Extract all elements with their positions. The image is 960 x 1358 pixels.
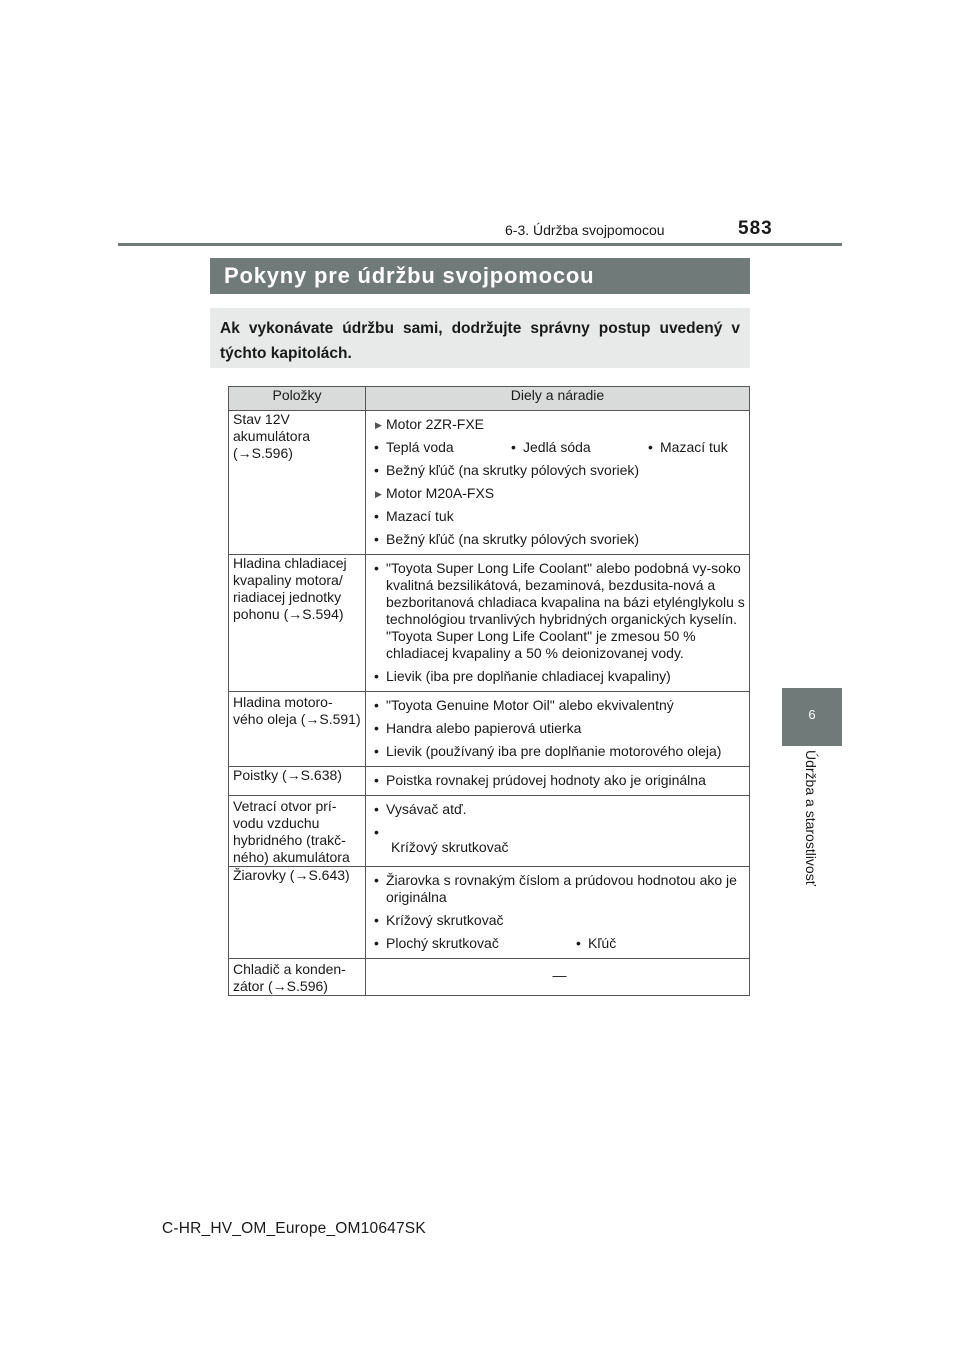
item-cell: Hladina motoro-vého oleja (→S.591)	[229, 692, 366, 767]
list-item: • Krížový skrutkovač	[374, 821, 745, 859]
list-item: • "Toyota Super Long Life Coolant" alebo podobná vy-soko kvalitná bezsilikátová, bezaminová, bezdusita-nová a bezboritanová chladiaca kvapalina na bázi etylénglykolu s technológiou trvanlivých hybridných organických kyselín. "Toyota Super Long Life Coolant" je zmesou 50 % chladiacej kvapaliny a 50 % deionizovanej vody.	[374, 557, 745, 665]
table-row	[229, 767, 750, 796]
list-item: • Plochý skrutkovač	[374, 932, 576, 955]
list-item: • "Toyota Genuine Motor Oil" alebo ekvivalentný	[374, 694, 745, 717]
header-items: Položky	[229, 387, 366, 411]
section-label: 6-3. Údržba svojpomocou	[505, 222, 665, 238]
item-cell: Hladina chladiacej kvapaliny motora/ riadiacej jednotky pohonu (→S.594)	[229, 555, 366, 692]
list-item: • Poistka rovnakej prúdovej hodnoty ako je originálna	[374, 769, 745, 792]
multi-item-line	[374, 436, 745, 459]
empty-dash: —	[552, 967, 567, 983]
multi-item-line	[374, 932, 745, 955]
engine-subheading: ▶ Motor 2ZR-FXE	[374, 413, 745, 436]
list-item: • Žiarovka s rovnakým číslom a prúdovou hodnotou ako je originálna	[374, 869, 745, 909]
header-rule	[118, 243, 842, 246]
table-body	[229, 411, 750, 996]
parts-cell	[366, 767, 750, 796]
item-cell: Poistky (→S.638)	[229, 767, 366, 796]
parts-cell	[366, 555, 750, 692]
parts-cell	[366, 411, 750, 555]
item-cell: Vetrací otvor prí-vodu vzduchu hybridného (trakč-ného) akumulátora	[229, 796, 366, 867]
parts-cell	[366, 867, 750, 959]
list-item: • Handra alebo papierová utierka	[374, 717, 745, 740]
item-cell: Stav 12V akumulátora (→S.596)	[229, 411, 366, 555]
chapter-tab[interactable]: 6	[782, 688, 842, 746]
list-item: • Bežný kľúč (na skrutky pólových svoriek)	[374, 459, 745, 482]
table-header-row	[229, 387, 750, 411]
list-item: • Krížový skrutkovač	[374, 909, 745, 932]
parts-cell	[366, 796, 750, 867]
list-item: • Jedlá sóda	[511, 436, 648, 459]
page-title: Pokyny pre údržbu svojpomocou	[210, 258, 750, 294]
list-item: • Bežný kľúč (na skrutky pólových svoriek)	[374, 528, 745, 551]
table-row	[229, 796, 750, 867]
list-item: • Mazací tuk	[374, 505, 745, 528]
table-row	[229, 555, 750, 692]
table-row	[229, 867, 750, 959]
item-cell: Žiarovky (→S.643)	[229, 867, 366, 959]
list-item: • Vysávač atď.	[374, 798, 745, 821]
intro-text: Ak vykonávate údržbu sami, dodržujte správny postup uvedený v týchto kapitolách.	[210, 308, 750, 368]
list-item: • Teplá voda	[374, 436, 511, 459]
header-parts: Diely a náradie	[366, 387, 750, 411]
page-number: 583	[738, 218, 773, 239]
parts-table	[228, 386, 750, 996]
chapter-title: Údržba a starostlivosť	[803, 750, 819, 886]
list-item: • Mazací tuk	[648, 436, 728, 459]
parts-cell	[366, 959, 750, 996]
list-item: • Lievik (iba pre doplňanie chladiacej kvapaliny)	[374, 665, 745, 688]
table-row	[229, 959, 750, 996]
parts-cell	[366, 692, 750, 767]
table-row	[229, 411, 750, 555]
document-code: C-HR_HV_OM_Europe_OM10647SK	[162, 1220, 426, 1237]
engine-subheading: ▶ Motor M20A-FXS	[374, 482, 745, 505]
list-item: • Lievik (používaný iba pre doplňanie motorového oleja)	[374, 740, 745, 763]
table-row	[229, 692, 750, 767]
item-cell: Chladič a konden-zátor (→S.596)	[229, 959, 366, 996]
list-item: • Kľúč	[576, 932, 616, 955]
